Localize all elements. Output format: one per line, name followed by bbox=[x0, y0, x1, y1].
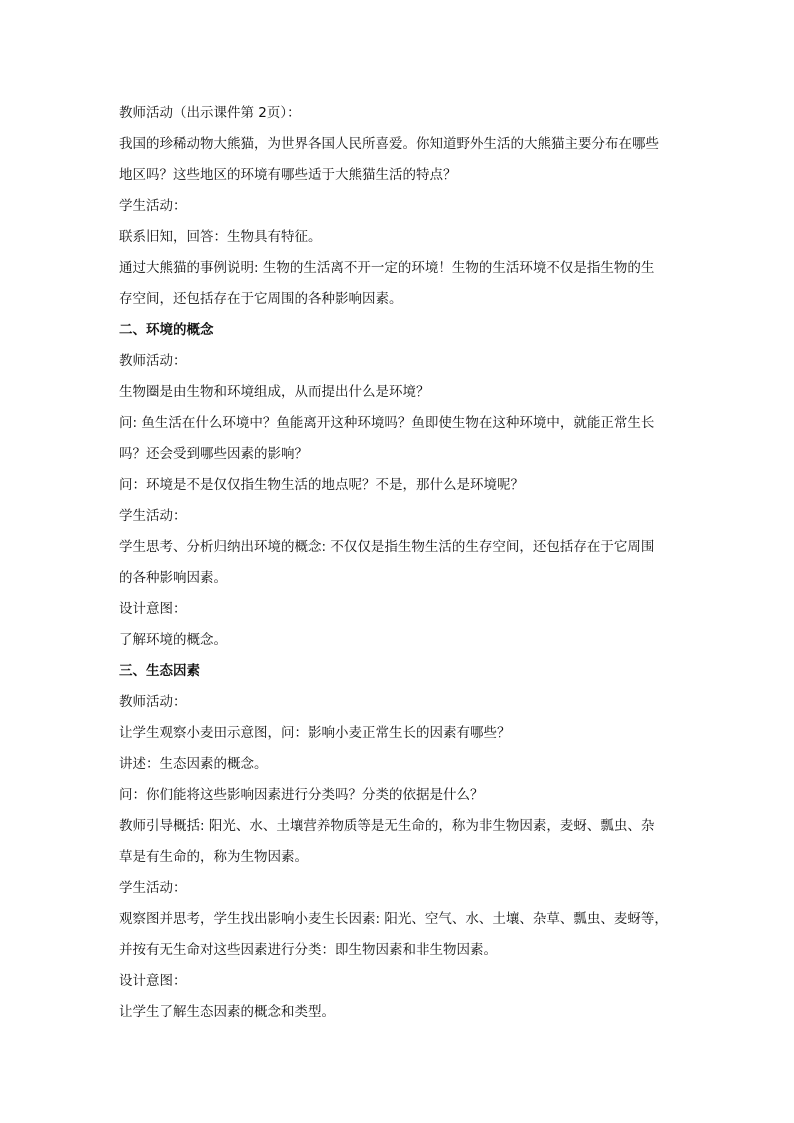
text-line: 问：你们能将这些影响因素进行分类吗？分类的依据是什么？ bbox=[119, 787, 484, 803]
text-line: 设计意图： bbox=[119, 973, 187, 989]
text-line: 问: 鱼生活在什么环境中？鱼能离开这种环境吗？鱼即使生物在这种环境中，就能正常生长 bbox=[119, 415, 655, 431]
text-line: 草是有生命的，称为生物因素。 bbox=[119, 849, 308, 865]
text-line: 教师引导概括: 阳光、水、土壤营养物质等是无生命的，称为非生物因素，麦蚜、瓢虫、杂 bbox=[119, 818, 655, 834]
text-line: 地区吗？这些地区的环境有哪些适于大熊猫生活的特点？ bbox=[119, 167, 457, 183]
text-line: 存空间，还包括存在于它周围的各种影响因素。 bbox=[119, 291, 403, 307]
section-heading: 三、生态因素 bbox=[119, 663, 200, 679]
text-line: 学生活动： bbox=[119, 508, 187, 524]
text-line: 学生活动： bbox=[119, 880, 187, 896]
section-heading: 二、环境的概念 bbox=[119, 322, 214, 338]
text-line: 让学生观察小麦田示意图，问：影响小麦正常生长的因素有哪些？ bbox=[119, 725, 511, 741]
document-body bbox=[119, 98, 679, 1028]
text-line: 学生思考、分析归纳出环境的概念: 不仅仅是指生物生活的生存空间，还包括存在于它周围 bbox=[119, 539, 655, 555]
text-line: 教师活动（出示课件第 2页）： bbox=[119, 105, 301, 121]
text-line: 联系旧知，回答：生物具有特征。 bbox=[119, 229, 322, 245]
text-line: 了解环境的概念。 bbox=[119, 632, 227, 648]
text-line: 生物圈是由生物和环境组成，从而提出什么是环境？ bbox=[119, 384, 430, 400]
text-line: 教师活动： bbox=[119, 694, 187, 710]
text-line: 的各种影响因素。 bbox=[119, 570, 227, 586]
text-line: 通过大熊猫的事例说明: 生物的生活离不开一定的环境！生物的生活环境不仅是指生物的生 bbox=[119, 260, 655, 276]
text-line: 吗？还会受到哪些因素的影响？ bbox=[119, 446, 308, 462]
text-line: 问：环境是不是仅仅指生物生活的地点呢？不是，那什么是环境呢？ bbox=[119, 477, 524, 493]
text-line: 观察图并思考，学生找出影响小麦生长因素: 阳光、空气、水、土壤、杂草、瓢虫、麦蚜等， bbox=[119, 911, 668, 927]
text-line: 教师活动： bbox=[119, 353, 187, 369]
text-line: 设计意图： bbox=[119, 601, 187, 617]
text-line: 并按有无生命对这些因素进行分类：即生物因素和非生物因素。 bbox=[119, 942, 497, 958]
text-line: 我国的珍稀动物大熊猫，为世界各国人民所喜爱。你知道野外生活的大熊猫主要分布在哪些 bbox=[119, 136, 659, 152]
text-line: 学生活动： bbox=[119, 198, 187, 214]
text-line: 让学生了解生态因素的概念和类型。 bbox=[119, 1004, 335, 1020]
text-line: 讲述：生态因素的概念。 bbox=[119, 756, 268, 772]
